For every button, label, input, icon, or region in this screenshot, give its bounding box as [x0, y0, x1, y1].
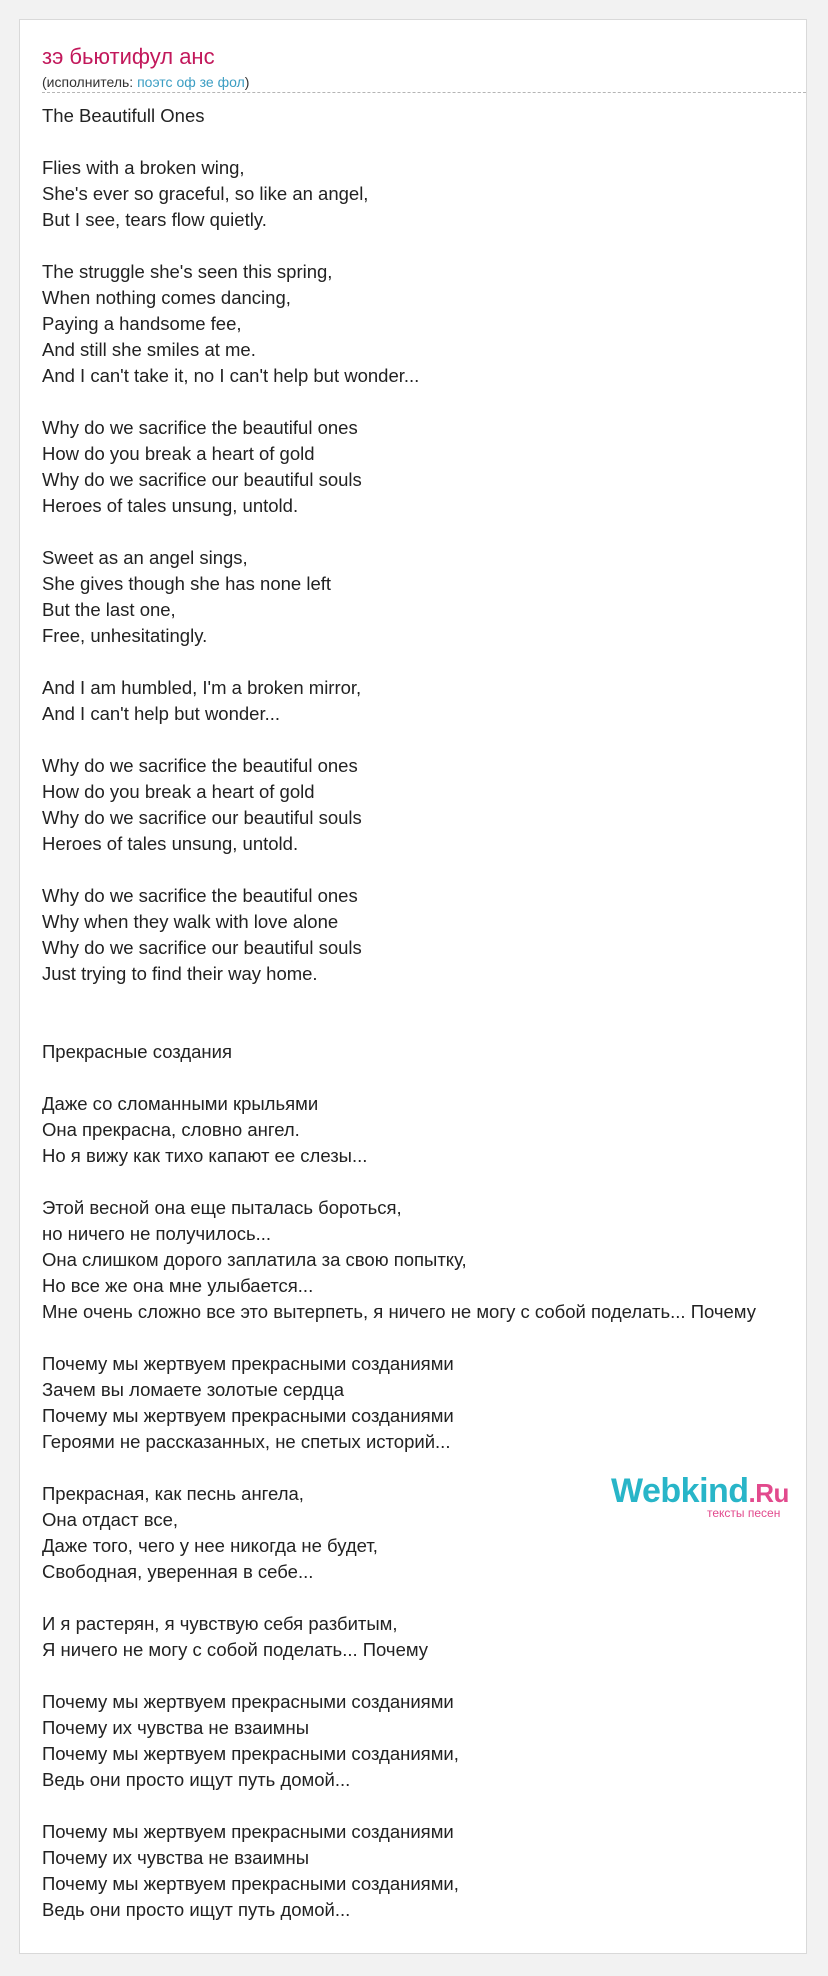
- artist-suffix: ): [244, 74, 250, 90]
- lyric-line: Почему мы жертвуем прекрасными созданиями: [42, 1405, 454, 1426]
- lyric-line: Зачем вы ломаете золотые сердца: [42, 1379, 345, 1400]
- lyrics-text: [42, 103, 802, 1923]
- artist-link[interactable]: поэтс оф зе фол: [137, 74, 245, 90]
- artist-line: [42, 74, 249, 90]
- stanza-gap: [42, 519, 802, 545]
- stanza-gap: [42, 1663, 802, 1689]
- stanza-gap: [42, 857, 802, 883]
- lyric-line: And still she smiles at me.: [42, 339, 256, 360]
- lyric-line: Just trying to find their way home.: [42, 963, 318, 984]
- artist-prefix: (исполнитель:: [42, 74, 138, 90]
- lyric-line: Why do we sacrifice our beautiful souls: [42, 807, 362, 828]
- lyric-line: Ведь они просто ищут путь домой...: [42, 1899, 351, 1920]
- stanza-gap: [42, 1065, 802, 1091]
- lyric-line: Paying a handsome fee,: [42, 313, 242, 334]
- logo-tagline: тексты песен: [707, 1506, 781, 1520]
- lyric-line: Но я вижу как тихо капают ее слезы...: [42, 1145, 368, 1166]
- stanza-gap: [42, 649, 802, 675]
- lyric-line: Этой весной она еще пыталась бороться,: [42, 1197, 402, 1218]
- lyrics-title-english: The Beautifull Ones: [42, 105, 205, 126]
- stanza-gap: [42, 987, 802, 1039]
- lyric-line: Почему мы жертвуем прекрасными созданиями,: [42, 1873, 459, 1894]
- stanza-gap: [42, 389, 802, 415]
- lyric-line: Free, unhesitatingly.: [42, 625, 208, 646]
- stanza-gap: [42, 1169, 802, 1195]
- song-title: зэ бьютифул анс: [42, 44, 215, 69]
- lyric-line: Она слишком дорого заплатила за свою попытку,: [42, 1249, 467, 1270]
- stanza-gap: [42, 1585, 802, 1611]
- lyric-line: Почему мы жертвуем прекрасными созданиями: [42, 1353, 454, 1374]
- lyric-line: Но все же она мне улыбается...: [42, 1275, 314, 1296]
- lyric-line: Почему их чувства не взаимны: [42, 1847, 310, 1868]
- lyric-line: And I am humbled, I'm a broken mirror,: [42, 677, 362, 698]
- lyric-line: And I can't help but wonder...: [42, 703, 281, 724]
- lyric-line: How do you break a heart of gold: [42, 781, 315, 802]
- lyric-line: Why do we sacrifice our beautiful souls: [42, 937, 362, 958]
- stanza-gap: [42, 1793, 802, 1819]
- lyric-line: Почему мы жертвуем прекрасными созданиями: [42, 1691, 454, 1712]
- lyric-line: How do you break a heart of gold: [42, 443, 315, 464]
- lyric-line: Почему мы жертвуем прекрасными созданиями: [42, 1821, 454, 1842]
- lyric-line: но ничего не получилось...: [42, 1223, 272, 1244]
- logo-domain: .Ru: [748, 1478, 789, 1508]
- lyric-line: And I can't take it, no I can't help but wonder...: [42, 365, 420, 386]
- lyric-line: She's ever so graceful, so like an angel,: [42, 183, 369, 204]
- lyrics-title-russian: Прекрасные создания: [42, 1041, 233, 1062]
- lyric-line: Why do we sacrifice the beautiful ones: [42, 755, 358, 776]
- lyric-line: Heroes of tales unsung, untold.: [42, 495, 299, 516]
- lyric-line: Why do we sacrifice the beautiful ones: [42, 885, 358, 906]
- logo-name: Webkind: [611, 1472, 749, 1510]
- stanza-gap: [42, 727, 802, 753]
- lyric-line: Она прекрасна, словно ангел.: [42, 1119, 300, 1140]
- lyric-line: Даже со сломанными крыльями: [42, 1093, 319, 1114]
- lyric-line: И я растерян, я чувствую себя разбитым,: [42, 1613, 398, 1634]
- lyric-line: Flies with a broken wing,: [42, 157, 245, 178]
- lyric-line: Heroes of tales unsung, untold.: [42, 833, 299, 854]
- lyric-line: Даже того, чего у нее никогда не будет,: [42, 1535, 378, 1556]
- lyrics-card: [19, 19, 807, 1954]
- lyric-line: When nothing comes dancing,: [42, 287, 291, 308]
- lyric-line: She gives though she has none left: [42, 573, 332, 594]
- lyric-line: Я ничего не могу с собой поделать... Почему: [42, 1639, 429, 1660]
- stanza-gap: [42, 129, 802, 155]
- lyric-line: Она отдаст все,: [42, 1509, 179, 1530]
- lyric-line: Свободная, уверенная в себе...: [42, 1561, 314, 1582]
- lyric-line: Why when they walk with love alone: [42, 911, 339, 932]
- lyric-line: The struggle she's seen this spring,: [42, 261, 333, 282]
- lyric-line: Why do we sacrifice our beautiful souls: [42, 469, 362, 490]
- lyric-line: But I see, tears flow quietly.: [42, 209, 267, 230]
- site-logo[interactable]: [611, 1472, 796, 1542]
- lyric-line: Ведь они просто ищут путь домой...: [42, 1769, 351, 1790]
- lyric-line: Почему их чувства не взаимны: [42, 1717, 310, 1738]
- lyric-line: But the last one,: [42, 599, 176, 620]
- stanza-gap: [42, 233, 802, 259]
- lyric-line: Почему мы жертвуем прекрасными созданиями,: [42, 1743, 459, 1764]
- lyric-line: Sweet as an angel sings,: [42, 547, 248, 568]
- lyric-line: Why do we sacrifice the beautiful ones: [42, 417, 358, 438]
- lyric-line: Прекрасная, как песнь ангела,: [42, 1483, 304, 1504]
- stanza-gap: [42, 1325, 802, 1351]
- lyric-line: Мне очень сложно все это вытерпеть, я ничего не могу с собой поделать... Почему: [42, 1301, 756, 1322]
- divider: [42, 92, 806, 93]
- lyric-line: Героями не рассказанных, не спетых историй...: [42, 1431, 451, 1452]
